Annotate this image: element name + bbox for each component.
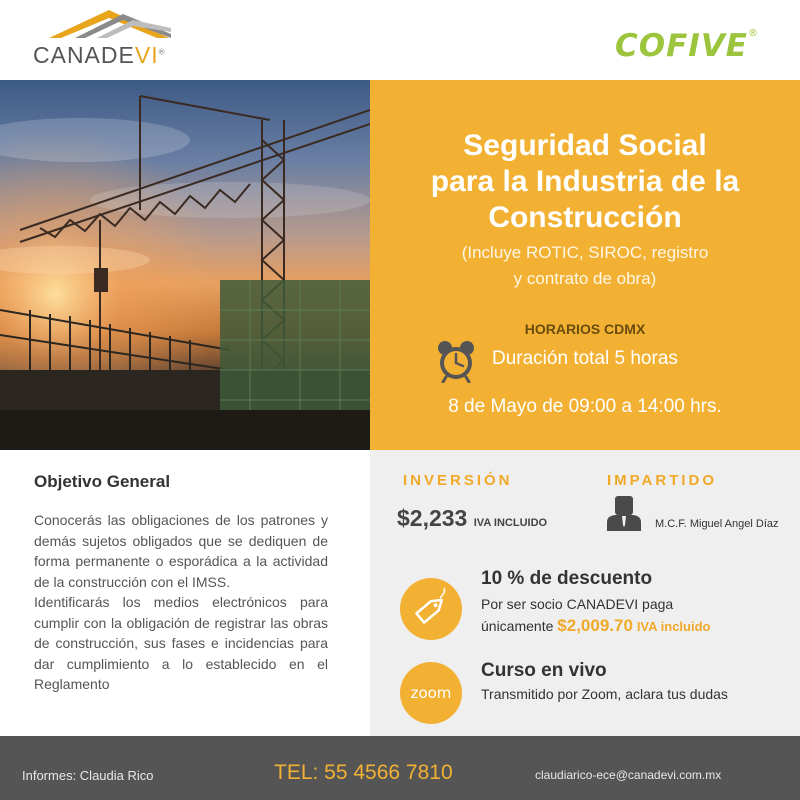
- objective-paragraph-1: Conocerás las obligaciones de los patrones y demás sujetos obligados que se dediquen de forma permanente o esporádica a la actividad de la construcción con el IMSS.: [34, 512, 328, 590]
- cofive-logo[interactable]: COFIVE®: [615, 28, 759, 64]
- objective-section: [0, 450, 370, 736]
- construction-photo: [0, 80, 370, 450]
- discount-title: 10 % de descuento: [481, 568, 653, 589]
- canadevi-wordmark: CANADEVI®: [33, 42, 166, 68]
- course-title-line-3: Construcción: [488, 201, 682, 234]
- schedule-label: HORARIOS CDMX: [524, 321, 646, 337]
- course-subtitle: [370, 240, 800, 292]
- zoom-logo-text: zoom: [410, 684, 452, 702]
- course-title-line-2: para la Industria de la: [430, 165, 740, 198]
- user-icon: [606, 495, 642, 531]
- investment-label: INVERSIÓN: [403, 472, 513, 489]
- zoom-badge: [400, 662, 462, 724]
- discount-price: $2,009.70: [557, 616, 633, 635]
- header: [0, 0, 800, 80]
- course-title-line-1: Seguridad Social: [463, 129, 707, 162]
- footer: [0, 736, 800, 800]
- course-dates: 8 de Mayo de 09:00 a 14:00 hrs.: [448, 396, 722, 417]
- objective-title: Objetivo General: [34, 472, 171, 491]
- hero-panel: [370, 80, 800, 450]
- construction-crane-illustration: [0, 80, 370, 450]
- investment-price: [397, 505, 547, 532]
- instructor-label: IMPARTIDO: [607, 472, 718, 489]
- footer-contact: Informes: Claudia Rico: [22, 768, 154, 783]
- course-title: [370, 128, 800, 236]
- info-panel: [370, 450, 800, 736]
- alarm-clock-icon: [434, 339, 478, 383]
- objective-text: [34, 510, 328, 695]
- investment-amount: $2,233: [397, 505, 468, 531]
- discount-text-line-2: [481, 616, 710, 636]
- canadevi-logo[interactable]: [33, 6, 183, 70]
- course-duration: Duración total 5 horas: [492, 348, 678, 369]
- course-subtitle-line-1: (Incluye ROTIC, SIROC, registro: [461, 243, 709, 262]
- footer-email-link[interactable]: claudiarico-ece@canadevi.com.mx: [535, 768, 722, 782]
- discount-badge: [400, 578, 462, 640]
- discount-prefix: únicamente: [481, 618, 554, 634]
- course-subtitle-line-2: y contrato de obra): [513, 269, 657, 288]
- instructor-name: M.C.F. Miguel Angel Díaz: [655, 518, 779, 530]
- live-course-text: Transmitido por Zoom, aclara tus dudas: [481, 686, 728, 702]
- live-course-title: Curso en vivo: [481, 660, 607, 681]
- footer-phone-link[interactable]: TEL: 55 4566 7810: [274, 761, 453, 784]
- objective-paragraph-2: Identificarás los medios electrónicos para cumplir con la obligación de registrar las obras de construcción, sus fases e incidencias para dar cumplimiento a lo establecido en el Reglamento: [34, 594, 328, 692]
- roof-logo-icon: [45, 6, 175, 40]
- discount-iva: IVA incluido: [636, 619, 711, 634]
- discount-text-line-1: Por ser socio CANADEVI paga: [481, 596, 674, 612]
- price-tag-icon: [400, 578, 462, 640]
- investment-iva: IVA INCLUIDO: [473, 517, 548, 529]
